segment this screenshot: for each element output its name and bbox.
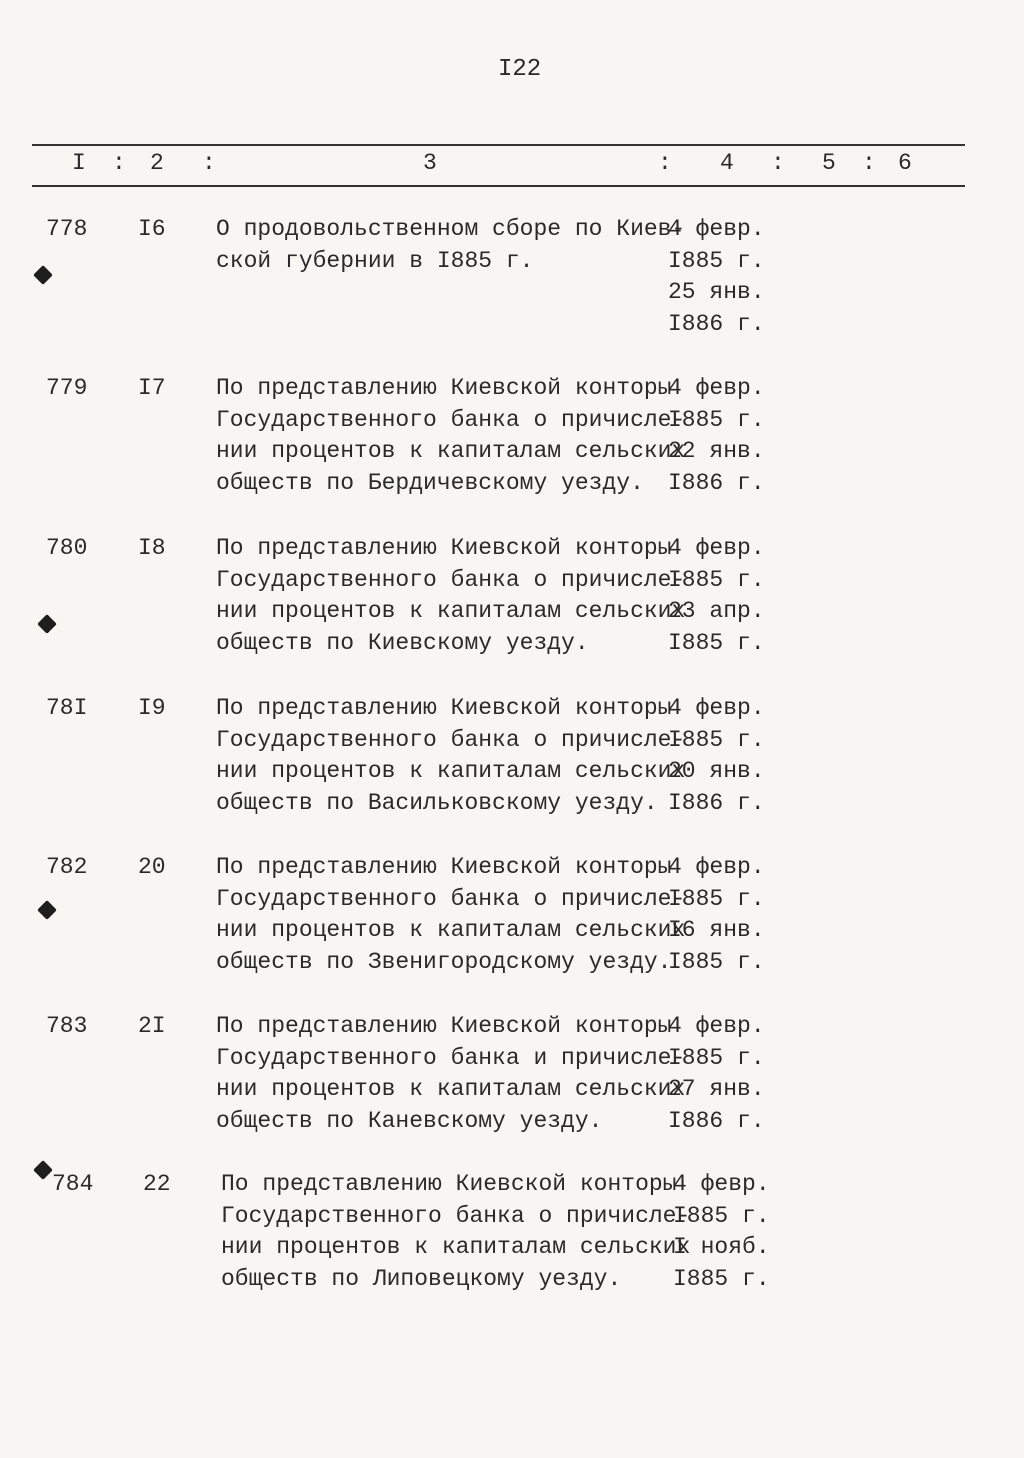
entry-sheet: 2I (138, 1013, 166, 1039)
ink-mark-icon (33, 1160, 53, 1180)
description-line: нии процентов к капиталам сельских (216, 917, 686, 943)
entry-description (216, 852, 686, 978)
date-line: I885 г. (668, 629, 765, 656)
description-line: нии процентов к капиталам сельских (216, 438, 686, 464)
description-line: обществ по Киевскому уезду. (216, 629, 589, 656)
column-separator: : (112, 150, 126, 176)
entry-description (216, 533, 686, 659)
date-line: I885 г. (668, 948, 765, 975)
entry-sheet: 22 (143, 1171, 171, 1197)
entry-sheet: I6 (138, 216, 166, 242)
description-line: обществ по Бердичевскому уезду. (216, 469, 644, 496)
description-line: Государственного банка о причисле- (216, 566, 686, 593)
description-line: Государственного банка о причисле- (221, 1202, 691, 1229)
header-bottom-rule (32, 185, 965, 187)
date-line: I885 г. (668, 1044, 765, 1071)
entry-description (221, 1169, 691, 1295)
description-line: обществ по Звенигородскому уезду. (216, 948, 672, 975)
description-line: нии процентов к капиталам сельских (216, 758, 686, 784)
entry-sheet: I8 (138, 535, 166, 561)
entry-number: 778 (46, 216, 88, 242)
column-header-1: I (72, 150, 86, 176)
date-line: 23 апр. (668, 598, 765, 624)
date-line: I886 г. (668, 789, 765, 816)
entry-description (216, 214, 686, 277)
description-line: По представлению Киевской конторы (216, 375, 672, 401)
date-line: 4 февр. (668, 695, 765, 721)
date-line: 27 янв. (668, 1076, 765, 1102)
entry-dates (668, 533, 768, 659)
column-header-4: 4 (720, 150, 734, 176)
date-line: 20 янв. (668, 758, 765, 784)
description-line: обществ по Липовецкому уезду. (221, 1265, 622, 1292)
entry-number: 784 (52, 1171, 94, 1197)
date-line: 4 февр. (673, 1171, 770, 1197)
column-header-3: 3 (423, 150, 437, 176)
entry-dates (668, 852, 768, 978)
header-top-rule (32, 144, 965, 146)
entry-number: 779 (46, 375, 88, 401)
column-header-5: 5 (822, 150, 836, 176)
date-line: 25 янв. (668, 279, 765, 305)
entry-description (216, 693, 686, 819)
date-line: 22 янв. (668, 438, 765, 464)
description-line: обществ по Васильковскому уезду. (216, 789, 658, 816)
column-separator: : (658, 150, 672, 176)
column-separator: : (771, 150, 785, 176)
entry-number: 783 (46, 1013, 88, 1039)
column-separator: : (202, 150, 216, 176)
entry-sheet: I7 (138, 375, 166, 401)
description-line: Государственного банка о причисле- (216, 885, 686, 912)
description-line: По представлению Киевской конторы (216, 695, 672, 721)
column-separator: : (862, 150, 876, 176)
date-line: I885 г. (668, 406, 765, 433)
entry-dates (673, 1169, 773, 1295)
date-line: I886 г. (668, 469, 765, 496)
description-line: нии процентов к капиталам сельских (216, 1076, 686, 1102)
entry-dates (668, 1011, 768, 1137)
ink-mark-icon (37, 614, 57, 634)
entry-description (216, 373, 686, 499)
column-header-2: 2 (150, 150, 164, 176)
entry-number: 782 (46, 854, 88, 880)
entry-dates (668, 693, 768, 819)
description-line: О продовольственном сборе по Киев- (216, 216, 686, 242)
date-line: I885 г. (673, 1202, 770, 1229)
date-line: I885 г. (668, 885, 765, 912)
description-line: По представлению Киевской конторы (221, 1171, 677, 1197)
entry-dates (668, 214, 768, 340)
date-line: 4 февр. (668, 535, 765, 561)
date-line: 4 февр. (668, 375, 765, 401)
description-line: Государственного банка о причисле- (216, 406, 686, 433)
description-line: нии процентов к капиталам сельских (221, 1234, 691, 1260)
date-line: I885 г. (673, 1265, 770, 1292)
description-line: Государственного банка и причисле- (216, 1044, 686, 1071)
page-number: I22 (498, 56, 542, 83)
entry-sheet: I9 (138, 695, 166, 721)
description-line: По представлению Киевской конторы (216, 1013, 672, 1039)
description-line: обществ по Каневскому уезду. (216, 1107, 603, 1134)
entry-sheet: 20 (138, 854, 166, 880)
date-line: I886 г. (668, 1107, 765, 1134)
date-line: I6 янв. (668, 917, 765, 943)
column-header-row (0, 150, 1024, 180)
ink-mark-icon (33, 265, 53, 285)
ink-mark-icon (37, 900, 57, 920)
description-line: По представлению Киевской конторы (216, 854, 672, 880)
date-line: I885 г. (668, 566, 765, 593)
date-line: I нояб. (673, 1234, 770, 1260)
entry-description (216, 1011, 686, 1137)
entry-dates (668, 373, 768, 499)
date-line: 4 февр. (668, 1013, 765, 1039)
date-line: I885 г. (668, 726, 765, 753)
entry-number: 78I (46, 695, 88, 721)
date-line: 4 февр. (668, 216, 765, 242)
column-header-6: 6 (898, 150, 912, 176)
date-line: 4 февр. (668, 854, 765, 880)
description-line: нии процентов к капиталам сельских (216, 598, 686, 624)
date-line: I885 г. (668, 247, 765, 274)
date-line: I886 г. (668, 310, 765, 337)
description-line: ской губернии в I885 г. (216, 247, 534, 274)
entry-number: 780 (46, 535, 88, 561)
description-line: Государственного банка о причисле- (216, 726, 686, 753)
description-line: По представлению Киевской конторы (216, 535, 672, 561)
